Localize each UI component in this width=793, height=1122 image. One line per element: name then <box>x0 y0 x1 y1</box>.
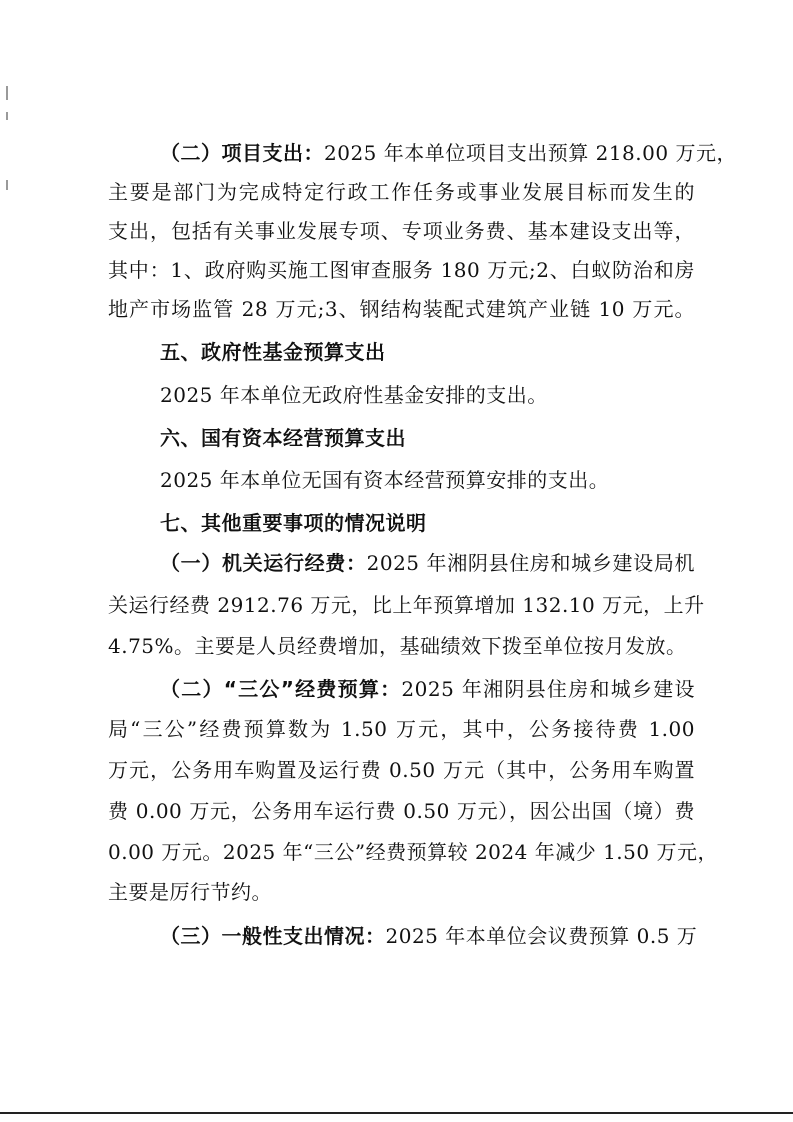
three-public-line-6: 主要是厉行节约。 <box>108 880 272 904</box>
general-expense-text: 2025 年本单位会议费预算 0.5 万 <box>385 924 698 948</box>
general-expense-line-1 <box>160 923 698 949</box>
operating-cost-text: 2025 年湘阴县住房和城乡建设局机 <box>366 551 695 575</box>
three-public-line-1 <box>160 676 695 702</box>
section-7-heading: 七、其他重要事项的情况说明 <box>160 511 427 535</box>
operating-cost-line-3: 4.75%。主要是人员经费增加，基础绩效下拨至单位按月发放。 <box>108 634 687 658</box>
project-expense-line-4: 其中：1、政府购买施工图审查服务 180 万元;2、白蚁防治和房 <box>108 258 695 282</box>
scan-edge-mark <box>6 180 8 190</box>
section-6-text: 2025 年本单位无国有资本经营预算安排的支出。 <box>160 468 610 492</box>
three-public-text: 2025 年湘阴县住房和城乡建设 <box>401 677 695 701</box>
project-expense-line-3: 支出，包括有关事业发展专项、专项业务费、基本建设支出等， <box>108 219 695 243</box>
project-expense-text: 2025 年本单位项目支出预算 218.00 万元， <box>324 141 737 165</box>
section-5-heading: 五、政府性基金预算支出 <box>160 340 386 364</box>
operating-cost-label: （一）机关运行经费： <box>160 551 367 575</box>
scan-edge-mark <box>6 86 8 100</box>
three-public-line-4: 费 0.00 万元，公务用车运行费 0.50 万元），因公出国（境）费 <box>108 799 695 823</box>
three-public-line-2: 局“三公”经费预算数为 1.50 万元，其中，公务接待费 1.00 <box>108 717 695 741</box>
project-expense-heading: （二）项目支出： <box>160 141 324 165</box>
operating-cost-line-2: 关运行经费 2912.76 万元，比上年预算增加 132.10 万元，上升 <box>108 593 705 617</box>
project-expense-line-2: 主要是部门为完成特定行政工作任务或事业发展目标而发生的 <box>108 180 695 204</box>
scan-edge-mark <box>6 112 8 120</box>
section-5-text: 2025 年本单位无政府性基金安排的支出。 <box>160 383 548 407</box>
project-expense-line-5: 地产市场监管 28 万元;3、钢结构装配式建筑产业链 10 万元。 <box>108 297 695 321</box>
three-public-label: （二）“三公”经费预算： <box>160 677 402 701</box>
three-public-line-5: 0.00 万元。2025 年“三公”经费预算较 2024 年减少 1.50 万元， <box>108 840 718 864</box>
operating-cost-line-1 <box>160 550 695 576</box>
project-expense-line-1 <box>160 140 737 166</box>
section-6-heading: 六、国有资本经营预算支出 <box>160 426 406 450</box>
general-expense-label: （三）一般性支出情况： <box>160 924 386 948</box>
three-public-line-3: 万元，公务用车购置及运行费 0.50 万元（其中，公务用车购置 <box>108 758 695 782</box>
page-bottom-edge <box>0 1112 793 1114</box>
